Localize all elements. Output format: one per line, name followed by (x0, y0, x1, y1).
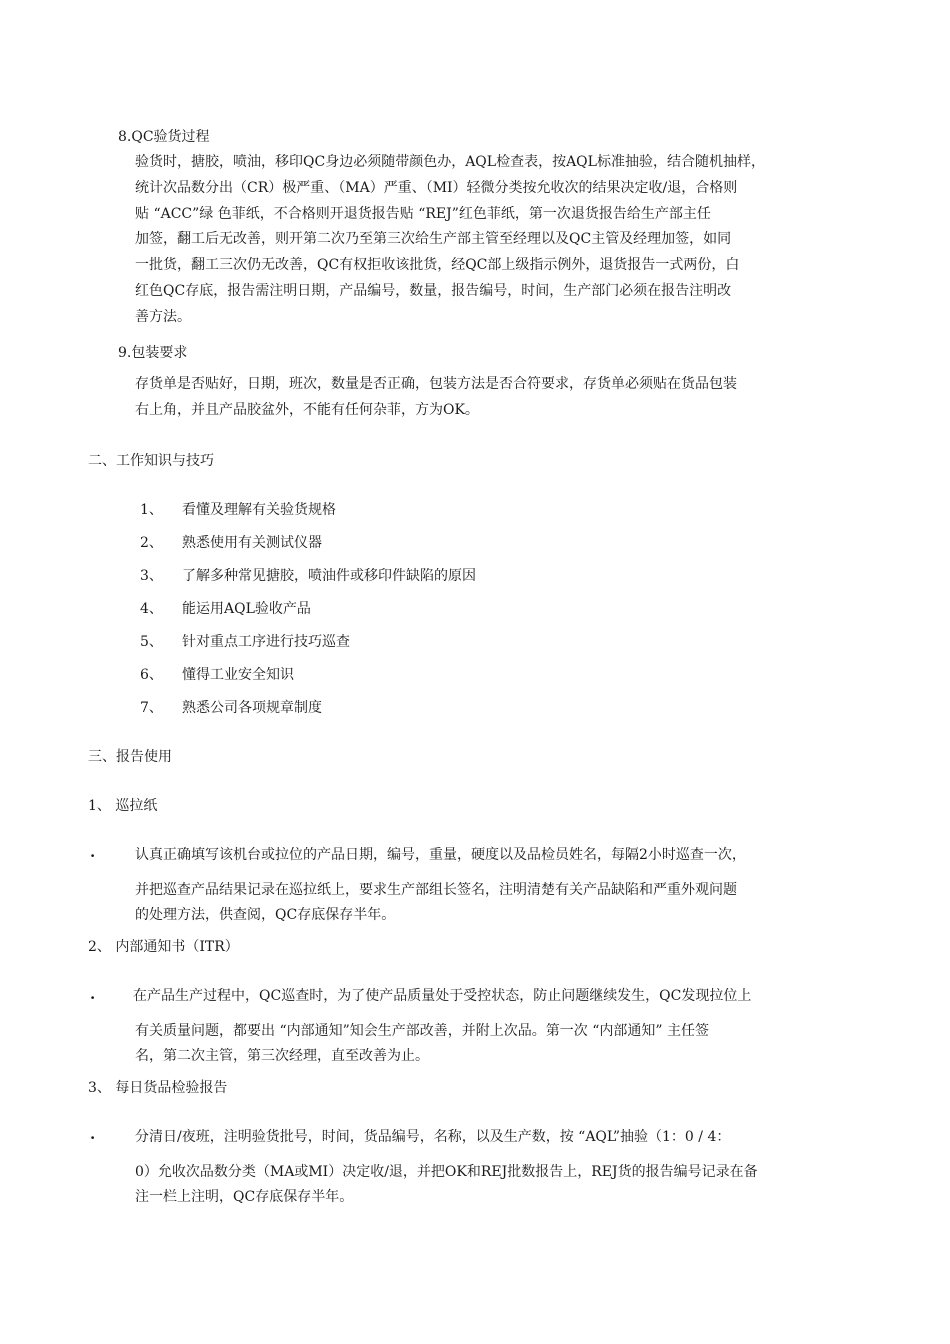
section-8-line: 善方法。 (135, 308, 191, 325)
section-8-line: 一批货，翻工三次仍无改善，QC有权拒收该批货，经QC部上级指示例外，退货报告一式两份，白 (135, 257, 740, 274)
section-8-line: 贴 “ACC”绿 色菲纸，不合格则开退货报告贴 “REJ”红色菲纸，第一次退货报告给生产部主任 (135, 205, 711, 222)
section-8-line: 验货时，搪胶，喷油，移印QC身边必须随带颜色办，AQL检查表，按AQL标准抽验，结合随机抽样， (135, 154, 765, 170)
report-1-line: 的处理方法，供查阅，QC存底保存半年。 (135, 907, 396, 923)
section-9-body (135, 372, 880, 424)
list-item-number: 2、 (140, 535, 163, 551)
report-3-line: 注一栏上注明，QC存底保存半年。 (135, 1189, 354, 1205)
section-8-body (135, 150, 880, 331)
section-8-line: 统计次品数分出（CR）极严重、（MA）严重、（MI）轻微分类按允收次的结果决定收/退，合格则 (135, 179, 738, 196)
report-1-heading: 1、 巡拉纸 (88, 798, 158, 814)
list-item-number: 1、 (140, 502, 163, 518)
list-item-number: 4、 (140, 601, 163, 617)
list-item-text: 了解多种常见搪胶，喷油件或移印件缺陷的原因 (182, 568, 476, 584)
list-item-number: 6、 (140, 667, 163, 683)
list-item-number: 3、 (140, 568, 163, 584)
section-8-line: 加签，翻工后无改善，则开第二次乃至第三次给生产部主管至经理以及QC主管及经理加签，如同 (135, 231, 732, 248)
section-9-line: 右上角，并且产品胶盆外，不能有任何杂菲，方为OK。 (135, 401, 479, 418)
list-item-text: 针对重点工序进行技巧巡查 (182, 634, 350, 650)
section-9-line: 存货单是否贴好，日期，班次，数量是否正确，包装方法是否合符要求，存货单必须贴在货品包装 (135, 376, 737, 392)
bullet-dot: · (90, 989, 96, 1007)
list-item-text: 能运用AQL验收产品 (182, 601, 311, 617)
report-1-line: 认真正确填写该机台或拉位的产品日期，编号，重量，硬度以及品检员姓名，每隔2小时巡查一次， (135, 847, 746, 863)
report-2-line: 在产品生产过程中，QC巡查时，为了使产品质量处于受控状态，防止问题继续发生，QC发现拉位上 (133, 988, 752, 1004)
list-item-number: 7、 (140, 700, 163, 716)
list-item-text: 看懂及理解有关验货规格 (182, 502, 336, 518)
report-1-line: 并把巡查产品结果记录在巡拉纸上，要求生产部组长签名，注明清楚有关产品缺陷和严重外观问题 (135, 882, 737, 898)
part-2-heading: 二、工作知识与技巧 (88, 453, 214, 469)
report-2-line: 有关质量问题，都要出 “内部通知”知会生产部改善，并附上次品。第一次 “内部通知” 主任签 (135, 1023, 709, 1039)
part-3-heading: 三、报告使用 (88, 749, 172, 765)
section-8-heading: 8.QC验货过程 (118, 129, 210, 145)
report-2-heading: 2、 内部通知书（ITR） (88, 939, 239, 955)
report-3-line: 分清日/夜班，注明验货批号，时间，货品编号，名称，以及生产数，按 “AQL”抽验（1：0 / 4： (135, 1129, 731, 1145)
report-3-line: 0）允收次品数分类（MA或MI）决定收/退，并把OK和REJ批数报告上，REJ货的报告编号记录在备 (135, 1164, 758, 1180)
list-item-text: 熟悉公司各项规章制度 (182, 700, 322, 716)
list-item-number: 5、 (140, 634, 163, 650)
report-2-line: 名，第二次主管，第三次经理，直至改善为止。 (135, 1048, 429, 1064)
report-3-heading: 3、 每日货品检验报告 (88, 1080, 228, 1096)
section-9-heading: 9.包装要求 (118, 345, 188, 361)
list-item-text: 熟悉使用有关测试仪器 (182, 535, 322, 551)
section-8-line: 红色QC存底，报告需注明日期，产品编号，数量，报告编号，时间，生产部门必须在报告注明改 (135, 282, 732, 299)
bullet-dot: · (90, 847, 96, 865)
bullet-dot: · (90, 1129, 96, 1147)
list-item-text: 懂得工业安全知识 (182, 667, 294, 683)
